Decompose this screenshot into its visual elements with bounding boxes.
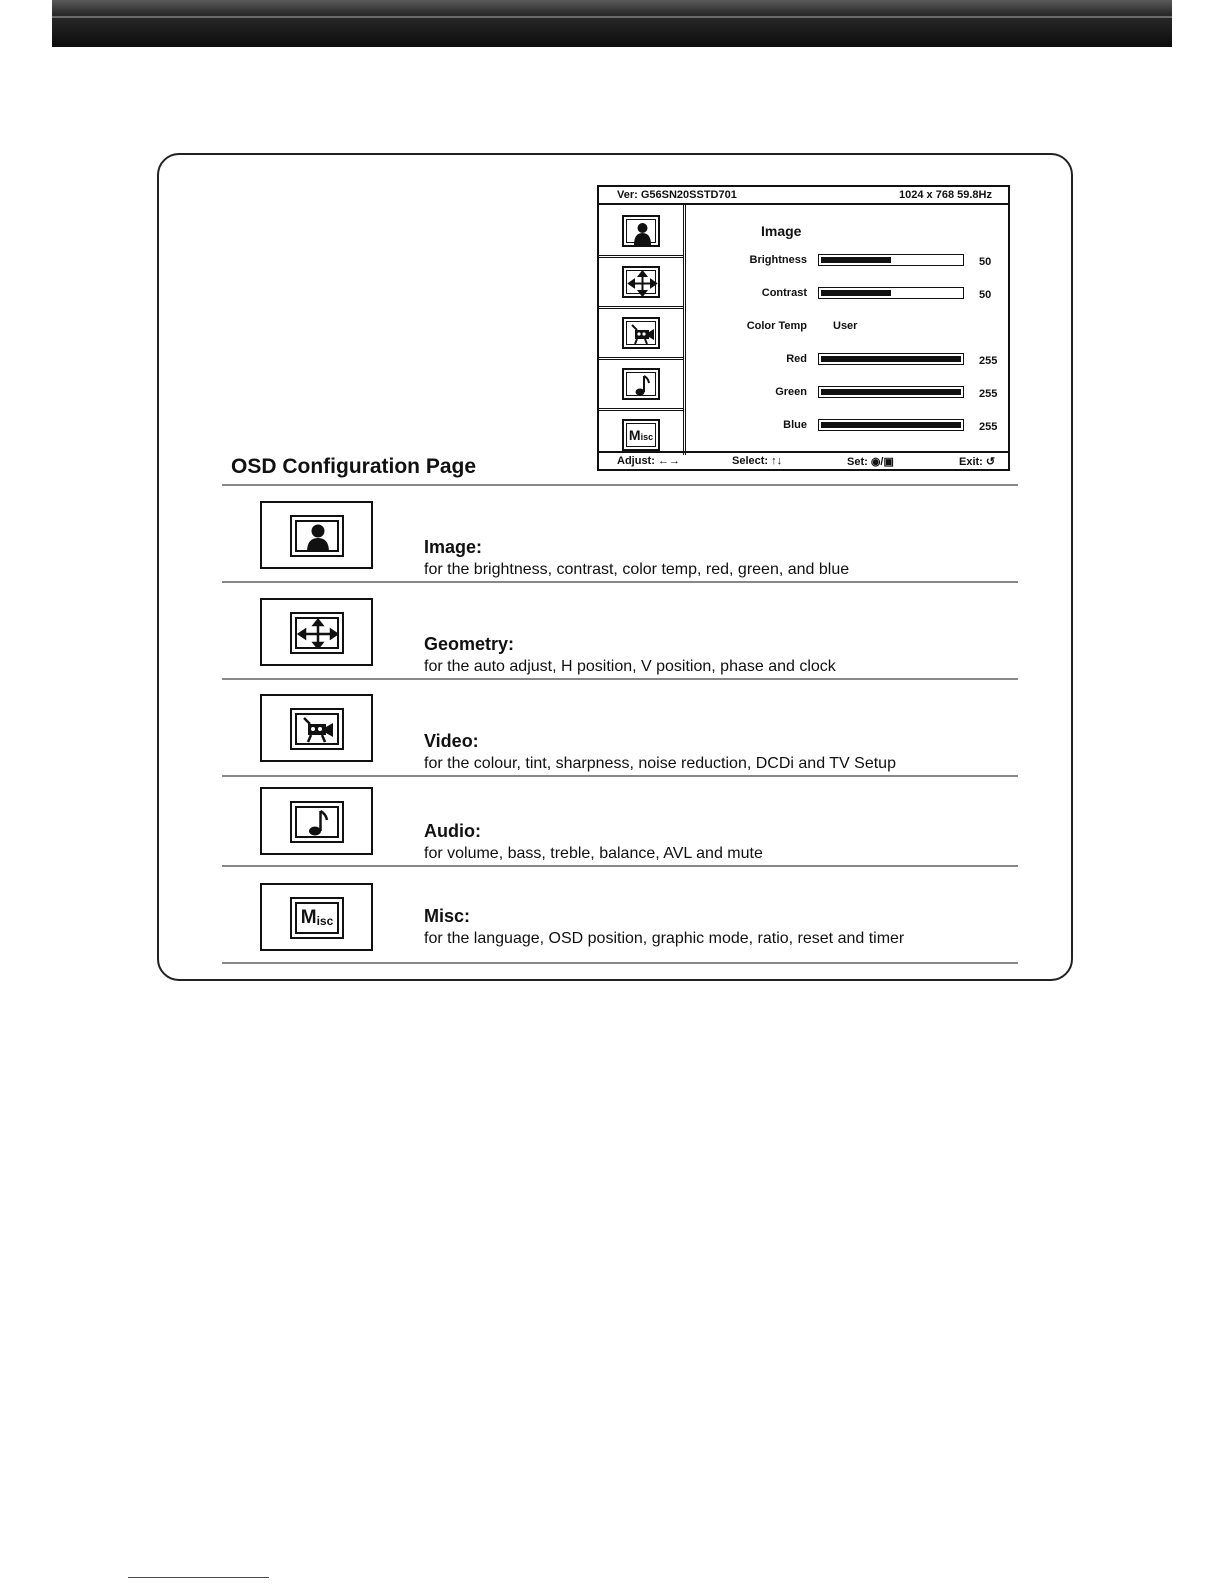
divider (222, 775, 1018, 777)
green-slider[interactable] (818, 386, 964, 398)
green-value: 255 (979, 388, 998, 400)
osd-footer-adjust: Adjust: ←→ (617, 455, 680, 467)
entry-video-desc: for the colour, tint, sharpness, noise reduction, DCDi and TV Setup (424, 755, 896, 772)
osd-label-blue: Blue (783, 419, 807, 431)
contrast-slider[interactable] (818, 287, 964, 299)
osd-footer-exit: Exit: ↺ (959, 456, 996, 468)
divider (222, 865, 1018, 867)
misc-icon: M isc (622, 419, 660, 451)
red-slider[interactable] (818, 353, 964, 365)
section-title: OSD Configuration Page (231, 455, 477, 478)
entry-image-title: Image: (424, 537, 483, 557)
osd-screen (597, 185, 1010, 471)
osd-resolution: 1024 x 768 59.8Hz (899, 189, 992, 201)
osd-footer-set: Set: ◉/▣ (847, 456, 894, 468)
divider (222, 962, 1018, 964)
osd-label-brightness: Brightness (749, 254, 807, 266)
osd-label-red: Red (786, 353, 807, 365)
contrast-value: 50 (979, 289, 992, 301)
entry-video-icon-box (260, 694, 373, 762)
osd-menu-title: Image (761, 223, 802, 239)
osd-header (599, 187, 1008, 205)
entry-misc-desc: for the language, OSD position, graphic mode, ratio, reset and timer (424, 930, 905, 947)
misc-icon: M isc (290, 897, 344, 939)
entry-audio-icon-box (260, 787, 373, 855)
entry-misc-title: Misc: (424, 906, 471, 926)
blue-slider[interactable] (818, 419, 964, 431)
entry-misc-icon-box (260, 883, 373, 951)
entry-geometry-title: Geometry: (424, 634, 515, 654)
move-arrows-icon (290, 612, 344, 654)
person-icon (622, 215, 660, 247)
music-note-icon (622, 368, 660, 400)
osd-tab-video[interactable] (599, 309, 683, 360)
entry-image-desc: for the brightness, contrast, color temp, red, green, and blue (424, 561, 850, 578)
entry-video-title: Video: (424, 731, 479, 751)
divider (222, 581, 1018, 583)
header-bar (52, 0, 1172, 47)
entry-audio-title: Audio: (424, 821, 481, 841)
move-arrows-icon (622, 266, 660, 298)
music-note-icon (290, 801, 344, 843)
osd-version: Ver: G56SN20SSTD701 (617, 189, 737, 201)
brightness-slider[interactable] (818, 254, 964, 266)
osd-footer (599, 451, 1008, 469)
osd-footer-select: Select: ↑↓ (732, 455, 783, 467)
osd-tab-geometry[interactable] (599, 258, 683, 309)
divider (222, 484, 1018, 486)
video-camera-icon (290, 708, 344, 750)
red-value: 255 (979, 355, 998, 367)
color-temp-value[interactable]: User (833, 320, 858, 332)
osd-label-contrast: Contrast (761, 287, 807, 299)
entry-audio-desc: for volume, bass, treble, balance, AVL and mute (424, 845, 763, 862)
entry-image-icon-box (260, 501, 373, 569)
video-camera-icon (622, 317, 660, 349)
osd-label-color-temp: Color Temp (746, 320, 807, 332)
divider (222, 678, 1018, 680)
blue-value: 255 (979, 421, 998, 433)
footer-link-underline (128, 1577, 269, 1578)
osd-sidebar (599, 205, 686, 455)
entry-geometry-icon-box (260, 598, 373, 666)
osd-tab-audio[interactable] (599, 360, 683, 411)
entry-geometry-desc: for the auto adjust, H position, V position, phase and clock (424, 658, 836, 675)
osd-tab-image[interactable] (599, 207, 683, 258)
person-icon (290, 515, 344, 557)
osd-label-green: Green (775, 386, 807, 398)
brightness-value: 50 (979, 256, 992, 268)
